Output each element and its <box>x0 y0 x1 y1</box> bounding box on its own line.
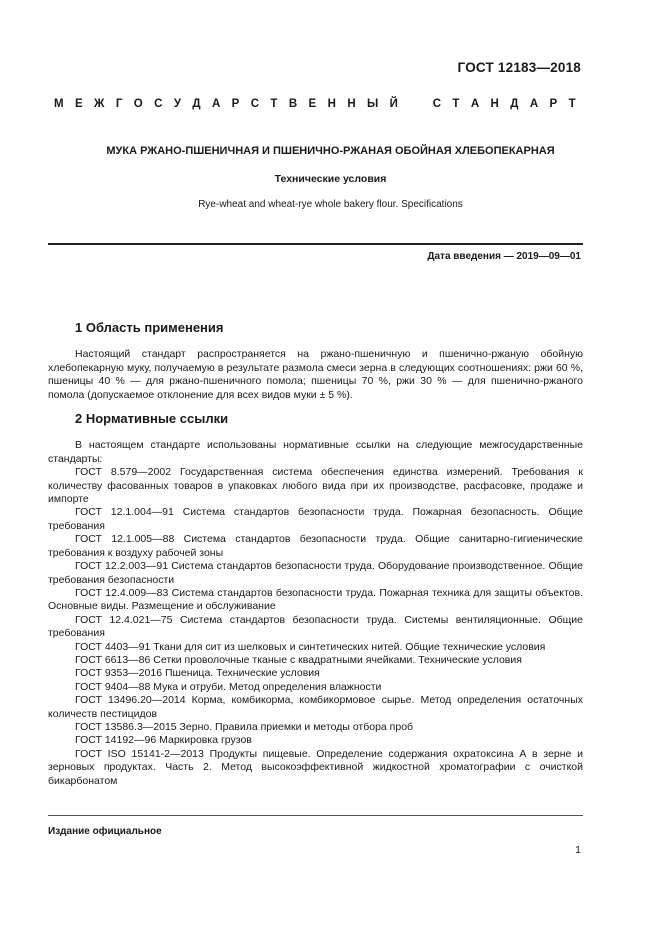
reference-item: ГОСТ 6613—86 Сетки проволочные тканые с квадратными ячейками. Технические условия <box>75 653 522 666</box>
section-heading: 1 Область применения <box>75 320 224 335</box>
reference-item: ГОСТ 12.1.005—88 Система стандартов безопасности труда. Общие санитарно-гигиенические требования к воздуху рабочей зоны <box>48 533 583 559</box>
banner-letter: М <box>54 98 64 110</box>
banner-letter: Д <box>510 98 519 110</box>
banner-letter: А <box>529 98 539 110</box>
footer-divider <box>48 815 583 816</box>
banner-letter: О <box>133 98 143 110</box>
banner-letter: А <box>211 98 221 110</box>
banner-letter: Н <box>327 98 336 110</box>
banner-letter: Й <box>389 98 398 110</box>
document-body <box>48 312 583 788</box>
banner-letter: Т <box>568 98 576 110</box>
header-divider <box>48 243 583 245</box>
reference-item: ГОСТ 13586.3—2015 Зерно. Правила приемки и методы отбора проб <box>75 720 414 733</box>
reference-item: ГОСТ 9404—88 Мука и отруби. Метод определения влажности <box>75 680 382 693</box>
paragraph: Настоящий стандарт распространяется на ржано-пшеничную и пшенично-ржаную обойную хлебопекарную муку, получаемую в результате размола смеси зерна в следующих соотношениях: ржи 60 %, пшеницы 40 % — для ржано-пшеничного помола; пшеницы 70 %, ржи 30 % — для пшенично-ржаного помола (допускаемое отклонение для всех видов муки ± 5 %). <box>48 348 583 401</box>
banner-letter: У <box>173 98 181 110</box>
banner-letter: А <box>470 98 480 110</box>
banner-letter: Е <box>308 98 317 110</box>
reference-item: ГОСТ 13496.20—2014 Корма, комбикорма, комбикормовое сырье. Метод определения остаточных количеств пестицидов <box>48 694 583 720</box>
banner-letter: Г <box>115 98 123 110</box>
reference-item: ГОСТ 4403—91 Ткани для сит из шелковых и синтетических нитей. Общие технические условия <box>75 640 546 653</box>
banner-letter: Д <box>192 98 201 110</box>
banner-letter: Т <box>270 98 278 110</box>
reference-item: ГОСТ 8.579—2002 Государственная система обеспечения единства измерений. Требования к количеству фасованных товаров в упаковках любого вида при их производстве, расфасовке, продаже и импорте <box>48 466 583 506</box>
section-heading: 2 Нормативные ссылки <box>75 411 229 427</box>
banner-letter: Н <box>347 98 356 110</box>
reference-item: ГОСТ 12.4.021—75 Система стандартов безопасности труда. Системы вентиляционные. Общие требования <box>48 613 583 640</box>
banner-letter: Ы <box>367 98 379 110</box>
banner-spacer <box>409 98 421 110</box>
banner-letter: С <box>154 98 163 110</box>
introduction-date: Дата введения — 2019—09—01 <box>427 251 581 262</box>
banner-letter: Р <box>231 98 240 110</box>
banner-letter: В <box>288 98 298 110</box>
document-title: МУКА РЖАНО-ПШЕНИЧНАЯ И ПШЕНИЧНО-РЖАНАЯ ОБОЙНАЯ ХЛЕБОПЕКАРНАЯ <box>106 145 555 157</box>
reference-item: ГОСТ ISO 15141-2—2013 Продукты пищевые. Определение содержания охратоксина А в зерне и зерновых продуктах. Часть 2. Метод высокоэффективной жидкостной хроматографии с очисткой бикарбонатом <box>48 747 583 787</box>
banner-letter: Н <box>490 98 499 110</box>
reference-item: ГОСТ 9353—2016 Пшеница. Технические условия <box>75 667 320 680</box>
banner-letter: Т <box>452 98 460 110</box>
paragraph: В настоящем стандарте использованы нормативные ссылки на следующие межгосударственные стандарты: <box>48 439 583 465</box>
document-subtitle: Технические условия <box>274 173 387 185</box>
banner-letter: Ж <box>94 98 105 110</box>
banner-letter: С <box>432 98 442 110</box>
reference-item: ГОСТ 12.2.003—91 Система стандартов безопасности труда. Оборудование производственное. Общие требования безопасности <box>48 560 583 586</box>
banner-letter: С <box>250 98 260 110</box>
banner-letter: Р <box>549 98 558 110</box>
banner-letter: Е <box>74 98 83 110</box>
reference-item: ГОСТ 12.4.009—83 Система стандартов безопасности труда. Пожарная техника для защиты объектов. Основные виды. Размещение и обслуживание <box>48 586 583 613</box>
reference-item: ГОСТ 12.1.004—91 Система стандартов безопасности труда. Пожарная безопасность. Общие требования <box>48 506 583 532</box>
reference-item: ГОСТ 14192—96 Маркировка грузов <box>75 734 252 747</box>
edition-label: Издание официальное <box>48 826 162 837</box>
page-number: 1 <box>575 844 581 856</box>
english-title: Rye-wheat and wheat-rye whole bakery flour. Specifications <box>198 199 463 210</box>
standard-banner <box>54 98 576 110</box>
document-code: ГОСТ 12183—2018 <box>457 60 581 75</box>
